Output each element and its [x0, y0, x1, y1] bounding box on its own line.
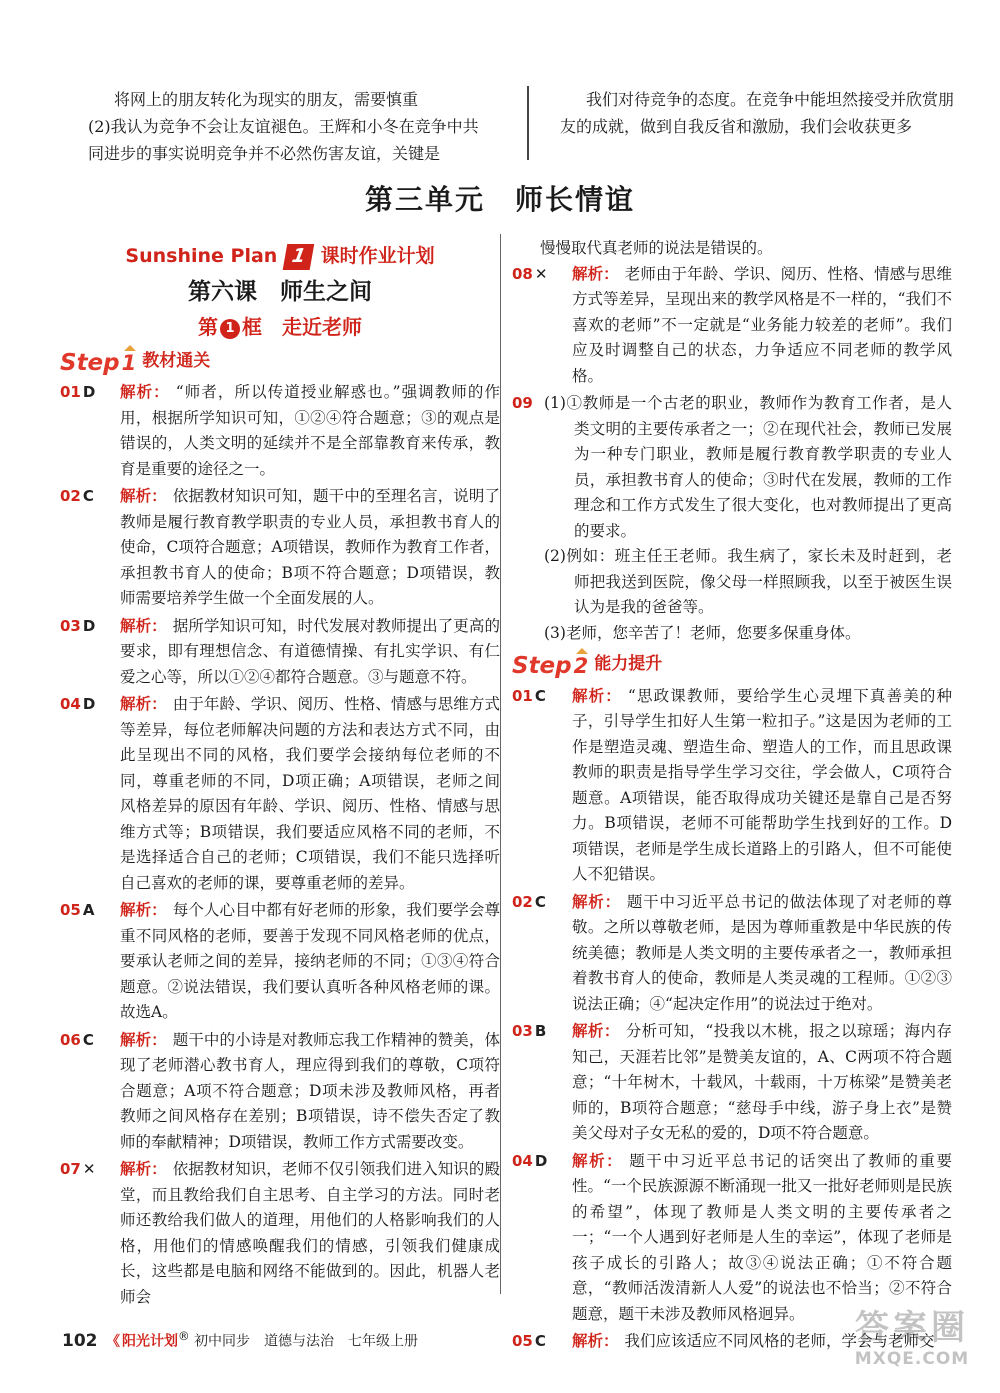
answer-text: 解析： 我们应该适应不同风格的老师，学会与老师交: [572, 1332, 935, 1350]
question-number: 06 C: [60, 1030, 94, 1049]
lesson-title: 第六课 师生之间: [188, 278, 372, 305]
answer-text: 解析： 题干中习近平总书记的话突出了教师的重要性。“一个民族源源不断涌现一批又一批好老师则是民族的希望”，体现了教师是人类文明的主要传承者之一；“一个人遇到好老师是人生的幸运”，体现了老师是孩子成长的引路人；故③④说法正确；①不符合题意，“教师活泼清新人人爱”的说法也不恰当；②不符合题意，题干未涉及教师风格迥异。: [572, 1151, 952, 1323]
answer-text: 解析： 依据教材知识可知，题干中的至理名言，说明了教师是履行教育教学职责的专业人员，承担教书育人的使命，C项符合题意；A项错误，教师作为教育工作者，承担教书育人的使命；B项不符合题意；D项错误，教师需要培养学生做一个全面发展的人。: [120, 487, 500, 607]
answer-text: 解析： 依据教材知识，老师不仅引领我们进入知识的殿堂，而且教给我们自主思考、自主学习的方法。同时老师还教给我们做人的道理，用他们的人格影响我们的人格，用他们的情感唤醒我们的情感，引领我们健康成长，这些都是电脑和网络不能做到的。因此，机器人老师会: [120, 1160, 500, 1306]
answer-text: 解析： 据所学知识可知，时代发展对教师提出了更高的要求，即有理想信念、有道德情操、有扎实学识、有仁爱之心等，所以①②④都符合题意。③与题意不符。: [120, 616, 500, 686]
continuation-line: 将网上的朋友转化为现实的朋友，需要慎重: [114, 90, 419, 109]
left-column: [60, 236, 500, 1312]
question-number: 02 C: [60, 487, 94, 505]
book-info: 初中同步 道德与法治 七年级上册: [194, 1333, 419, 1350]
analysis-label: 解析：: [572, 264, 619, 283]
question-number: 04 D: [512, 1151, 548, 1170]
sub-answer-2: (2)例如：班主任王老师。我生病了，家长未及时赶到，老师把我送到医院，像父母一样照顾我，以至于被医生误认为是我的爸爸等。: [544, 547, 952, 616]
question-number: 07 ✕: [60, 1160, 96, 1178]
answer-item: [512, 890, 952, 1018]
sub-answer-3: (3)老师，您辛苦了！老师，您要多保重身体。: [544, 623, 861, 642]
answer-text: 解析： “师者，所以传道授业解惑也。”强调教师的作用，根据所学知识可知，①②④符合题意；③的观点是错误的，人类文明的延续并不是全部靠教育来传承，教育是重要的途径之一。: [120, 383, 500, 478]
continuation-line: (2)我认为竞争不会让友谊褪色。王辉和小冬在竞争中共同进步的事实说明竞争并不必然伤害友谊，关键是: [88, 117, 479, 163]
answer-text: 解析： 分析可知，“投我以木桃，报之以琼瑶；海内存知己，天涯若比邻”是赞美友谊的，A、C两项不符合题意；“十年树木，十载风，十载雨，十万栋梁”是赞美老师的，B项符合题意；“慈母手中线，游子身上衣”是赞美父母对子女无私的爱的，D项不符合题意。: [572, 1022, 952, 1142]
answer-item: [60, 898, 500, 1026]
watermark-top: 答案圈: [855, 1308, 969, 1348]
answer-item: [60, 380, 500, 482]
step-number: 1: [121, 350, 137, 375]
answer-text: 解析： 题干中习近平总书记的做法体现了对老师的尊敬。之所以尊敬老师，是因为尊师重教是中华民族的传统美德；教师是人类文明的主要传承者之一，教师承担着教书育人的使命，教师是人类灵魂的工程师。①②③说法正确；④“起决定作用”的说法过于绝对。: [572, 892, 952, 1013]
analysis-label: 解析：: [572, 1022, 620, 1040]
page-number: 102: [62, 1330, 98, 1351]
watermark-logo: [842, 1300, 982, 1380]
answer-text: 解析： 题干中的小诗是对教师忘我工作精神的赞美，体现了老师潜心教书育人，理应得到我们的尊敬，C项符合题意；A项不符合题意；D项未涉及教师风格，再者教师之间风格存在差别；B项错误，诗不偿失否定了教师的奉献精神；D项错误，教师工作方式需要改变。: [120, 1030, 500, 1151]
question-number: 01 C: [512, 686, 546, 705]
sub-answer-1: (1)①教师是一个古老的职业，教师作为教育工作者，是人类文明的主要传承者之一；②在现代社会，教师已发展为一种专门职业，教师是履行教育教学职责的专业人员，承担教书育人的使命；③时代在发展，教师的工作理念和工作方式发生了很大变化，也对教师提出了更高的要求。: [544, 394, 952, 540]
continuation-right: 我们对待竞争的态度。在竞争中能坦然接受并欣赏朋友的成就，做到自我反省和激励，我们会收获更多: [560, 90, 955, 136]
page-footer: [62, 1329, 418, 1351]
step2-heading: [512, 652, 952, 680]
left-answer-list: [60, 380, 500, 1310]
plan-number: 1: [283, 244, 315, 270]
continuation-left: [88, 86, 488, 167]
question-number: 05 C: [512, 1332, 546, 1350]
plan-banner: [60, 244, 500, 270]
analysis-label: 解析：: [572, 892, 621, 911]
right-column: [512, 236, 952, 1357]
analysis-label: 解析：: [120, 1160, 167, 1178]
analysis-label: 解析：: [120, 383, 170, 401]
chevron-icon: 《: [105, 1333, 120, 1350]
answer-item-09: [512, 391, 952, 646]
question-number: 04 D: [60, 695, 96, 713]
column-divider: [500, 234, 501, 1294]
step-word: Step: [60, 349, 120, 376]
step-word: Step: [512, 653, 572, 679]
answer-item: [60, 692, 500, 896]
question-number: 08 ✕: [512, 264, 548, 283]
brand-name: 阳光计划: [121, 1333, 178, 1350]
plan-prefix: Sunshine Plan: [125, 245, 278, 267]
answer-item: [60, 614, 500, 691]
question-number: 05 A: [60, 901, 95, 919]
answer-text: 解析： 每个人心目中都有好老师的形象，我们要学会尊重不同风格的老师，要善于发现不同风格老师的优点，要承认老师之间的差异，接纳老师的不同；①③④符合题意。②说法错误，我们要认真听各种风格老师的课。故选A。: [120, 901, 500, 1021]
answer-item: [60, 1157, 500, 1310]
registered-mark: ®: [177, 1329, 190, 1343]
analysis-label: 解析：: [120, 1030, 167, 1049]
analysis-label: 解析：: [572, 686, 622, 705]
watermark-url: MXQE.COM: [854, 1349, 970, 1369]
answer-text: 解析： “思政课教师，要给学生心灵埋下真善美的种子，引导学生扣好人生第一粒扣子。”这是因为老师的工作是塑造灵魂、塑造生命、塑造人的工作，而且思政课教师的职责是指导学生学习交往，学会做人，C项符合题意。A项错误，能否取得成功关键还是靠自己是否努力。B项错误，老师不可能帮助学生找到好的工作。D项错误，老师是学生成长道路上的引路人，但不可能使人不犯错误。: [572, 686, 952, 883]
question-number: 03 B: [512, 1022, 547, 1040]
step1-heading: [60, 349, 500, 377]
analysis-label: 解析：: [120, 901, 167, 919]
frame-number: 1: [220, 319, 240, 339]
answer-text: 解析： 老师由于年龄、学识、阅历、性格、情感与思维方式等差异，呈现出来的教学风格是不一样的，“我们不喜欢的老师”不一定就是“业务能力较差的老师”。我们应及时调整自己的状态，力争适应不同老师的教学风格。: [572, 264, 952, 385]
question-number: 02 C: [512, 892, 546, 911]
answer-item: [60, 484, 500, 612]
frame-title: [60, 315, 500, 341]
plan-label: 课时作业计划: [320, 245, 435, 267]
continuation-block: [0, 86, 1000, 166]
answer-item: [60, 1028, 500, 1156]
question-number: 03 D: [60, 616, 96, 635]
step-label: 能力提升: [594, 654, 663, 674]
analysis-label: 解析：: [120, 695, 167, 713]
analysis-label: 解析：: [572, 1151, 624, 1170]
analysis-label: 解析：: [572, 1332, 619, 1350]
answer-item: [512, 1019, 952, 1147]
answer-item: [512, 684, 952, 888]
step-label: 教材通关: [142, 350, 211, 371]
column-divider-top: [527, 86, 529, 160]
question-number: 09: [512, 394, 533, 412]
answer-text: [544, 391, 952, 646]
frame-pre: 第: [198, 315, 218, 339]
frame-post: 框 走近老师: [242, 315, 362, 339]
answer-text: 解析： 由于年龄、学识、阅历、性格、情感与思维方式等差异，每位老师解决问题的方法和表达方式不同，由此呈现出不同的风格，我们要学会接纳每位老师的不同，尊重老师的不同，D项正确；A项错误，老师之间风格差异的原因有年龄、学识、阅历、性格、情感与思维方式等；B项错误，我们要适应风格不同的老师，不是选择适合自己的老师；C项错误，我们不能只选择听自己喜欢的老师的课，要尊重老师的差异。: [120, 695, 500, 892]
step-number: 2: [573, 654, 589, 678]
analysis-label: 解析：: [120, 487, 167, 505]
question-number: 01 D: [60, 383, 96, 401]
unit-title: 第三单元 师长情谊: [364, 183, 635, 216]
analysis-label: 解析：: [120, 616, 167, 635]
answer-item: [512, 262, 952, 390]
continued-text: 慢慢取代真老师的说法是错误的。: [540, 239, 773, 257]
right-answer-list: [512, 684, 952, 1355]
